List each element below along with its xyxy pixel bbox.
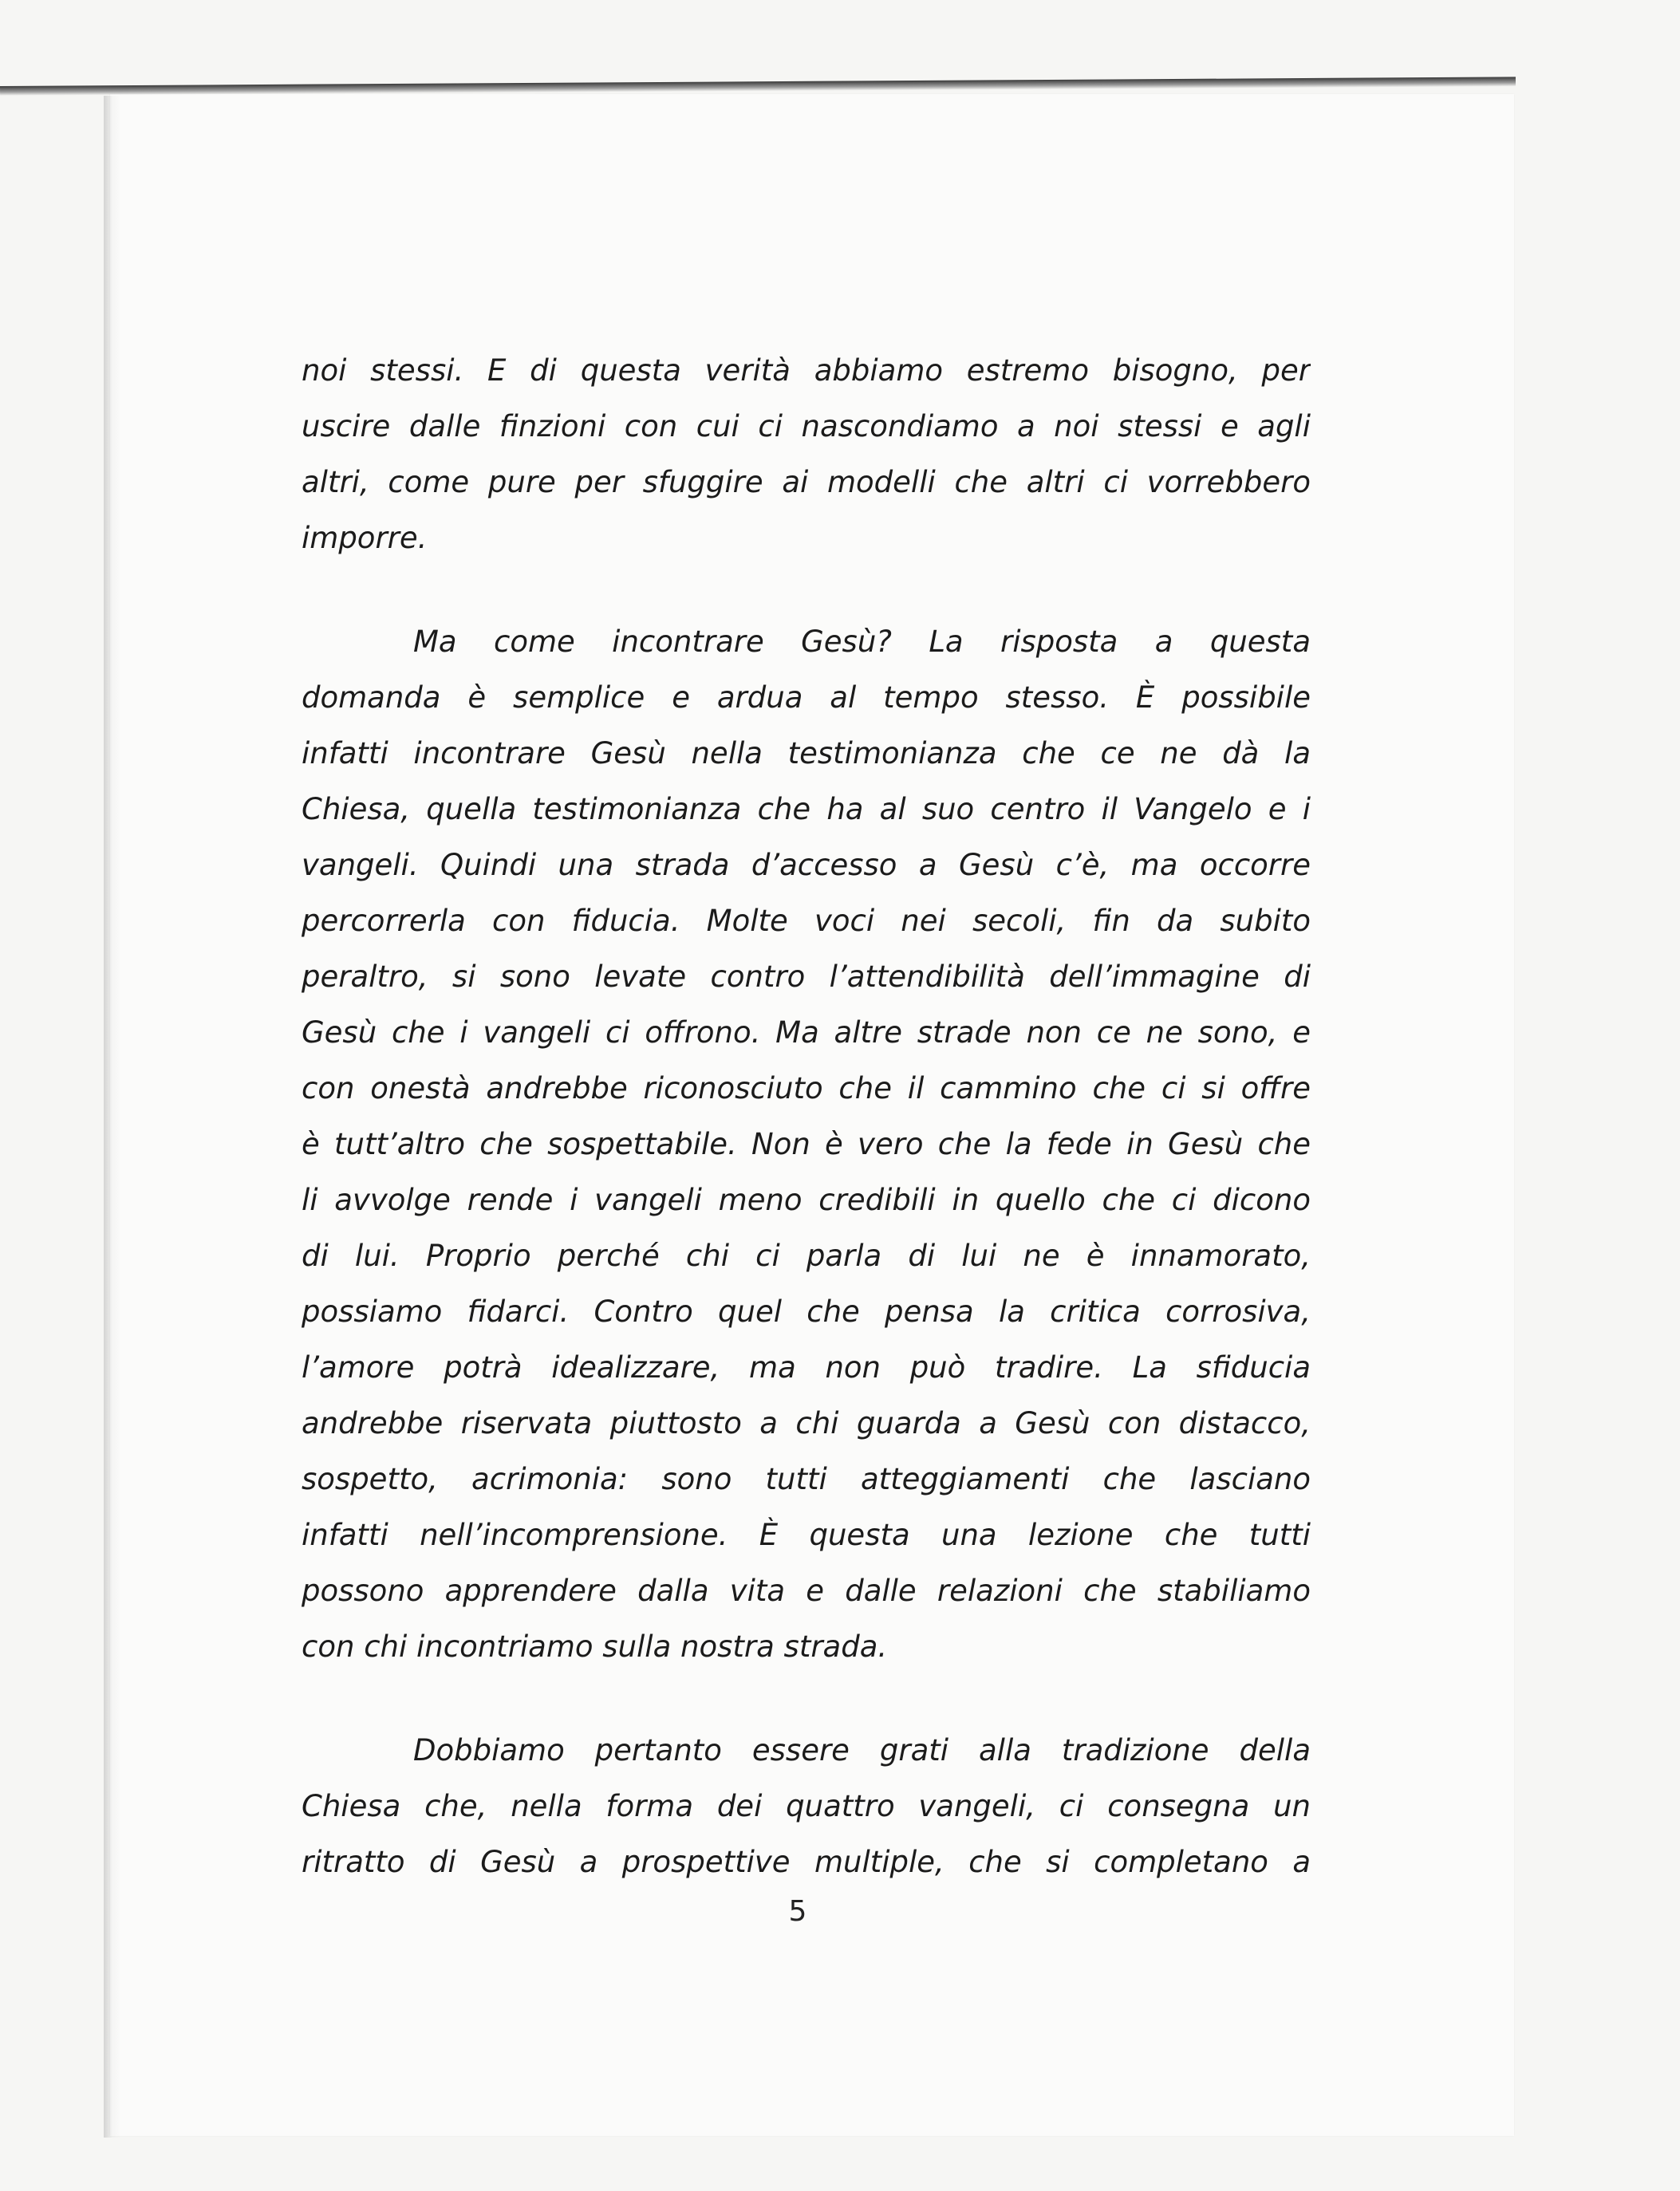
- text-line: ritratto di Gesù a prospettive multiple, che si completano a: [302, 1845, 1311, 1879]
- text-line: vangeli. Quindi una strada d’accesso a Gesù c’è, ma occorre: [302, 848, 1311, 882]
- text-line: percorrerla con fiducia. Molte voci nei secoli, fin da subito: [302, 904, 1311, 938]
- text-line: infatti nell’incomprensione. È questa una lezione che tutti: [302, 1518, 1311, 1552]
- text-line: Dobbiamo pertanto essere grati alla tradizione della: [413, 1733, 1311, 1767]
- text-line: Gesù che i vangeli ci offrono. Ma altre strade non ce ne sono, e: [302, 1015, 1311, 1050]
- text-line: infatti incontrare Gesù nella testimonianza che ce ne dà la: [302, 736, 1311, 770]
- text-line: imporre.: [302, 521, 428, 555]
- text-line: uscire dalle finzioni con cui ci nascondiamo a noi stessi e agli: [302, 409, 1311, 443]
- page-top-edge: [0, 77, 1516, 96]
- text-line: è tutt’altro che sospettabile. Non è vero che la fede in Gesù che: [302, 1127, 1311, 1161]
- text-line: li avvolge rende i vangeli meno credibili in quello che ci dicono: [302, 1183, 1311, 1217]
- text-line: possono apprendere dalla vita e dalle relazioni che stabiliamo: [302, 1574, 1311, 1608]
- text-line: altri, come pure per sfuggire ai modelli che altri ci vorrebbero: [302, 465, 1311, 499]
- text-line: Ma come incontrare Gesù? La risposta a questa: [413, 625, 1311, 659]
- text-line: peraltro, si sono levate contro l’attendibilità dell’immagine di: [302, 960, 1311, 994]
- text-line: con chi incontriamo sulla nostra strada.: [302, 1629, 888, 1664]
- page-number: 5: [788, 1895, 807, 1928]
- text-line: andrebbe riservata piuttosto a chi guarda a Gesù con distacco,: [302, 1406, 1311, 1440]
- text-line: possiamo fidarci. Contro quel che pensa la critica corrosiva,: [302, 1295, 1311, 1329]
- text-line: sospetto, acrimonia: sono tutti atteggiamenti che lasciano: [302, 1462, 1311, 1496]
- page-fold-shadow: [104, 96, 121, 2138]
- text-line: l’amore potrà idealizzare, ma non può tradire. La sfiducia: [302, 1350, 1311, 1385]
- text-line: Chiesa, quella testimonianza che ha al suo centro il Vangelo e i: [302, 792, 1311, 826]
- text-line: domanda è semplice e ardua al tempo stesso. È possibile: [302, 680, 1311, 715]
- text-line: con onestà andrebbe riconosciuto che il cammino che ci si offre: [302, 1071, 1311, 1105]
- text-line: di lui. Proprio perché chi ci parla di lui ne è innamorato,: [302, 1239, 1311, 1273]
- text-line: noi stessi. E di questa verità abbiamo estremo bisogno, per: [302, 353, 1311, 388]
- text-line: Chiesa che, nella forma dei quattro vangeli, ci consegna un: [302, 1789, 1311, 1823]
